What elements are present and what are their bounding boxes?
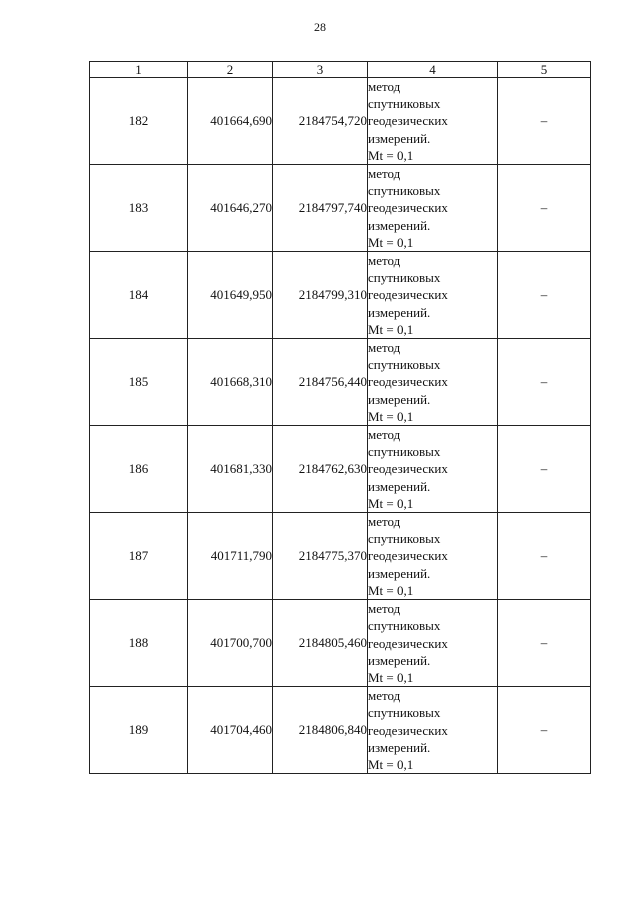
table-row xyxy=(90,78,591,165)
method-line: метод xyxy=(368,166,401,182)
method-line: измерений. xyxy=(368,652,431,668)
point-number-cell: 183 xyxy=(90,165,188,252)
method-cell xyxy=(368,513,498,600)
y-coordinate-cell: 2184797,740 xyxy=(273,165,368,252)
method-line: геодезических xyxy=(368,113,448,129)
method-line: геодезических xyxy=(368,635,448,651)
point-number-cell: 187 xyxy=(90,513,188,600)
method-line: метод xyxy=(368,427,401,443)
note-cell: – xyxy=(498,600,591,687)
method-line: измерений. xyxy=(368,739,431,755)
method-line: Mt = 0,1 xyxy=(368,669,414,685)
table-row xyxy=(90,687,591,774)
table-row xyxy=(90,426,591,513)
y-coordinate-cell: 2184762,630 xyxy=(273,426,368,513)
note-cell: – xyxy=(498,78,591,165)
method-line: измерений. xyxy=(368,391,431,407)
method-line: спутниковых xyxy=(368,183,441,199)
table-row xyxy=(90,600,591,687)
table-row xyxy=(90,252,591,339)
y-coordinate-cell: 2184806,840 xyxy=(273,687,368,774)
method-line: спутниковых xyxy=(368,618,441,634)
x-coordinate-cell: 401681,330 xyxy=(188,426,273,513)
x-coordinate-cell: 401711,790 xyxy=(188,513,273,600)
method-cell xyxy=(368,165,498,252)
point-number-cell: 188 xyxy=(90,600,188,687)
column-header-3: 3 xyxy=(273,62,368,78)
x-coordinate-cell: 401668,310 xyxy=(188,339,273,426)
method-cell xyxy=(368,426,498,513)
method-line: спутниковых xyxy=(368,444,441,460)
table-body xyxy=(90,78,591,774)
coordinates-table xyxy=(89,61,591,774)
x-coordinate-cell: 401649,950 xyxy=(188,252,273,339)
method-cell xyxy=(368,78,498,165)
column-header-4: 4 xyxy=(368,62,498,78)
note-cell: – xyxy=(498,339,591,426)
method-line: метод xyxy=(368,253,401,269)
point-number-cell: 186 xyxy=(90,426,188,513)
method-cell xyxy=(368,687,498,774)
method-line: спутниковых xyxy=(368,705,441,721)
method-line: спутниковых xyxy=(368,357,441,373)
note-cell: – xyxy=(498,687,591,774)
method-line: измерений. xyxy=(368,565,431,581)
point-number-cell: 189 xyxy=(90,687,188,774)
method-line: геодезических xyxy=(368,548,448,564)
table-row xyxy=(90,513,591,600)
x-coordinate-cell: 401700,700 xyxy=(188,600,273,687)
table-row xyxy=(90,165,591,252)
x-coordinate-cell: 401664,690 xyxy=(188,78,273,165)
method-line: метод xyxy=(368,688,401,704)
method-line: Mt = 0,1 xyxy=(368,582,414,598)
method-line: метод xyxy=(368,79,401,94)
column-header-2: 2 xyxy=(188,62,273,78)
method-line: Mt = 0,1 xyxy=(368,408,414,424)
method-line: спутниковых xyxy=(368,531,441,547)
y-coordinate-cell: 2184799,310 xyxy=(273,252,368,339)
note-cell: – xyxy=(498,426,591,513)
note-cell: – xyxy=(498,513,591,600)
method-line: спутниковых xyxy=(368,270,441,286)
note-cell: – xyxy=(498,252,591,339)
method-line: метод xyxy=(368,514,401,530)
method-line: спутниковых xyxy=(368,96,441,112)
method-line: Mt = 0,1 xyxy=(368,321,414,337)
method-line: геодезических xyxy=(368,200,448,216)
method-line: геодезических xyxy=(368,287,448,303)
point-number-cell: 182 xyxy=(90,78,188,165)
method-cell xyxy=(368,600,498,687)
method-line: геодезических xyxy=(368,722,448,738)
y-coordinate-cell: 2184805,460 xyxy=(273,600,368,687)
method-line: Mt = 0,1 xyxy=(368,495,414,511)
method-line: измерений. xyxy=(368,217,431,233)
method-line: измерений. xyxy=(368,130,431,146)
method-line: Mt = 0,1 xyxy=(368,756,414,772)
method-line: измерений. xyxy=(368,478,431,494)
note-cell: – xyxy=(498,165,591,252)
column-header-1: 1 xyxy=(90,62,188,78)
column-header-5: 5 xyxy=(498,62,591,78)
table-row xyxy=(90,339,591,426)
y-coordinate-cell: 2184775,370 xyxy=(273,513,368,600)
method-line: метод xyxy=(368,340,401,356)
method-line: геодезических xyxy=(368,374,448,390)
method-line: метод xyxy=(368,601,401,617)
method-line: геодезических xyxy=(368,461,448,477)
y-coordinate-cell: 2184756,440 xyxy=(273,339,368,426)
point-number-cell: 185 xyxy=(90,339,188,426)
method-line: Mt = 0,1 xyxy=(368,147,414,163)
x-coordinate-cell: 401704,460 xyxy=(188,687,273,774)
method-cell xyxy=(368,252,498,339)
x-coordinate-cell: 401646,270 xyxy=(188,165,273,252)
method-line: измерений. xyxy=(368,304,431,320)
point-number-cell: 184 xyxy=(90,252,188,339)
method-cell xyxy=(368,339,498,426)
method-line: Mt = 0,1 xyxy=(368,234,414,250)
page-number: 28 xyxy=(314,20,326,34)
header-row xyxy=(90,62,591,78)
y-coordinate-cell: 2184754,720 xyxy=(273,78,368,165)
